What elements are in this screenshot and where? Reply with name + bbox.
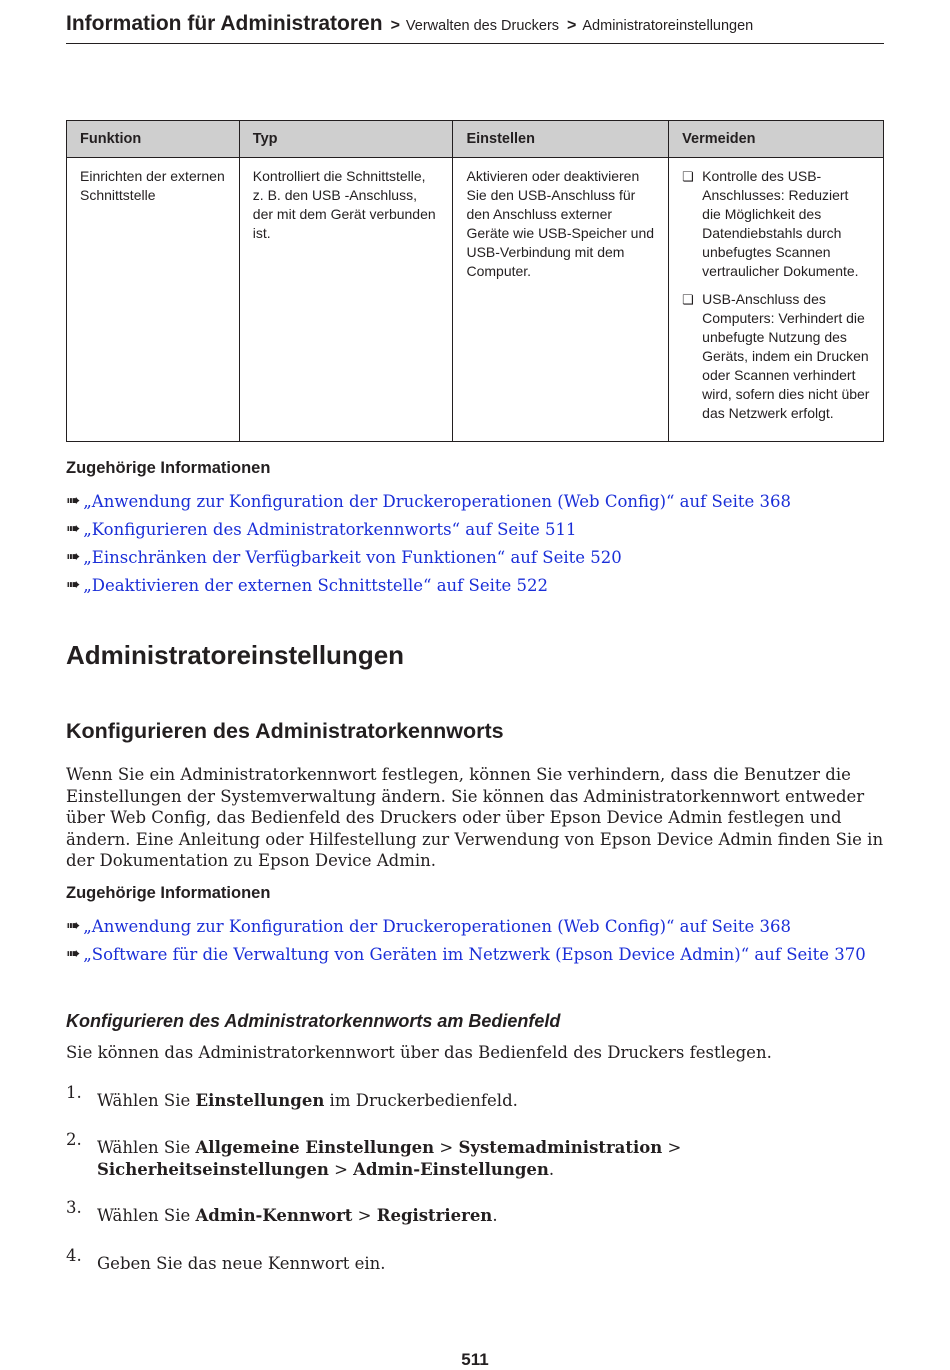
checklist-item	[682, 167, 870, 281]
checkbox-bullet-icon: ❏	[682, 169, 694, 184]
cell-typ: Kontrolliert die Schnittstelle, z. B. den USB -Anschluss, der mit dem Gerät verbunden ist.	[239, 158, 453, 442]
checkbox-bullet-icon: ❏	[682, 292, 694, 307]
related-links-list	[66, 912, 866, 968]
checklist-item-text: USB-Anschluss des Computers: Verhindert die unbefugte Nutzung des Geräts, indem ein Drucken oder Scannen verhindert wird, sofern dies nicht über das Netzwerk erfolgt.	[702, 291, 870, 421]
step-item	[66, 1130, 866, 1180]
arrow-right-icon: ➠	[66, 916, 81, 936]
column-header: Einstellen	[453, 121, 669, 158]
related-link[interactable]	[66, 571, 791, 599]
step-text: Wählen Sie Allgemeine Einstellungen > Systemadministration > Sicherheitseinstellungen > Admin-Einstellungen.	[97, 1138, 682, 1179]
subsubsection-title: Konfigurieren des Administratorkennworts am Bedienfeld	[66, 1011, 561, 1031]
related-link[interactable]	[66, 543, 791, 571]
column-header: Funktion	[67, 121, 240, 158]
step-number: 4.	[66, 1246, 82, 1265]
function-table	[66, 120, 884, 442]
intro-paragraph: Wenn Sie ein Administratorkennwort festlegen, können Sie verhindern, dass die Benutzer die Einstellungen der Systemverwaltung ändern. Sie können das Administratorkennwort entweder über Web Config, das Bedienfeld des Druckers oder über Epson Device Admin festlegen und ändern. Eine Anleitung oder Hilfestellung zur Verwendung von Epson Device Admin finden Sie in der Dokumentation zu Epson Device Admin.	[66, 765, 884, 870]
breadcrumb-separator: >	[567, 17, 577, 34]
table-row	[67, 158, 884, 442]
breadcrumb-item: Administratoreinstellungen	[582, 18, 754, 34]
related-link-text[interactable]: „Konfigurieren des Administratorkennworts“ auf Seite 511	[83, 519, 577, 539]
panel-paragraph: Sie können das Administratorkennwort über das Bedienfeld des Druckers festlegen.	[66, 1043, 772, 1062]
related-link[interactable]	[66, 940, 866, 968]
breadcrumb-separator: >	[390, 17, 400, 34]
table-header-row	[67, 121, 884, 158]
related-info-heading: Zugehörige Informationen	[66, 884, 271, 902]
breadcrumb-item: Verwalten des Druckers	[405, 18, 560, 34]
column-header: Vermeiden	[669, 121, 884, 158]
related-link-text[interactable]: „Software für die Verwaltung von Geräten im Netzwerk (Epson Device Admin)“ auf Seite 370	[83, 944, 866, 964]
related-info-heading: Zugehörige Informationen	[66, 459, 271, 477]
step-number: 3.	[66, 1198, 82, 1217]
step-item	[66, 1246, 866, 1275]
step-number: 2.	[66, 1130, 82, 1149]
subsection-title: Konfigurieren des Administratorkennworts	[66, 719, 504, 743]
related-link-text[interactable]: „Anwendung zur Konfiguration der Druckeroperationen (Web Config)“ auf Seite 368	[83, 491, 791, 511]
running-header	[66, 12, 884, 44]
cell-einstellen: Aktivieren oder deaktivieren Sie den USB-Anschluss für den Anschluss externer Geräte wie USB-Speicher und USB-Verbindung mit dem Computer.	[453, 158, 669, 442]
checklist-item-text: Kontrolle des USB-Anschlusses: Reduziert die Möglichkeit des Datendiebstahls durch unbefugtes Scannen vertraulicher Dokumente.	[702, 168, 859, 279]
related-link-text[interactable]: „Einschränken der Verfügbarkeit von Funktionen“ auf Seite 520	[83, 547, 622, 567]
step-text: Wählen Sie Einstellungen im Druckerbedienfeld.	[97, 1091, 518, 1110]
step-item	[66, 1198, 866, 1227]
related-link-text[interactable]: „Deaktivieren der externen Schnittstelle“ auf Seite 522	[83, 575, 548, 595]
column-header: Typ	[239, 121, 453, 158]
arrow-right-icon: ➠	[66, 519, 81, 539]
page-number: 511	[461, 1350, 489, 1369]
step-text: Geben Sie das neue Kennwort ein.	[97, 1254, 386, 1273]
arrow-right-icon: ➠	[66, 491, 81, 511]
related-links-list	[66, 487, 791, 599]
step-item	[66, 1083, 866, 1112]
related-link-text[interactable]: „Anwendung zur Konfiguration der Druckeroperationen (Web Config)“ auf Seite 368	[83, 916, 791, 936]
section-title: Administratoreinstellungen	[66, 640, 405, 670]
step-text: Wählen Sie Admin-Kennwort > Registrieren.	[97, 1206, 498, 1225]
related-link[interactable]	[66, 515, 791, 543]
cell-funktion: Einrichten der externen Schnittstelle	[67, 158, 240, 442]
header-title: Information für Administratoren	[66, 12, 383, 35]
related-link[interactable]	[66, 487, 791, 515]
related-link[interactable]	[66, 912, 866, 940]
step-number: 1.	[66, 1083, 82, 1102]
arrow-right-icon: ➠	[66, 575, 81, 595]
checklist-item	[682, 290, 870, 423]
arrow-right-icon: ➠	[66, 944, 81, 964]
arrow-right-icon: ➠	[66, 547, 81, 567]
cell-vermeiden	[669, 158, 884, 442]
